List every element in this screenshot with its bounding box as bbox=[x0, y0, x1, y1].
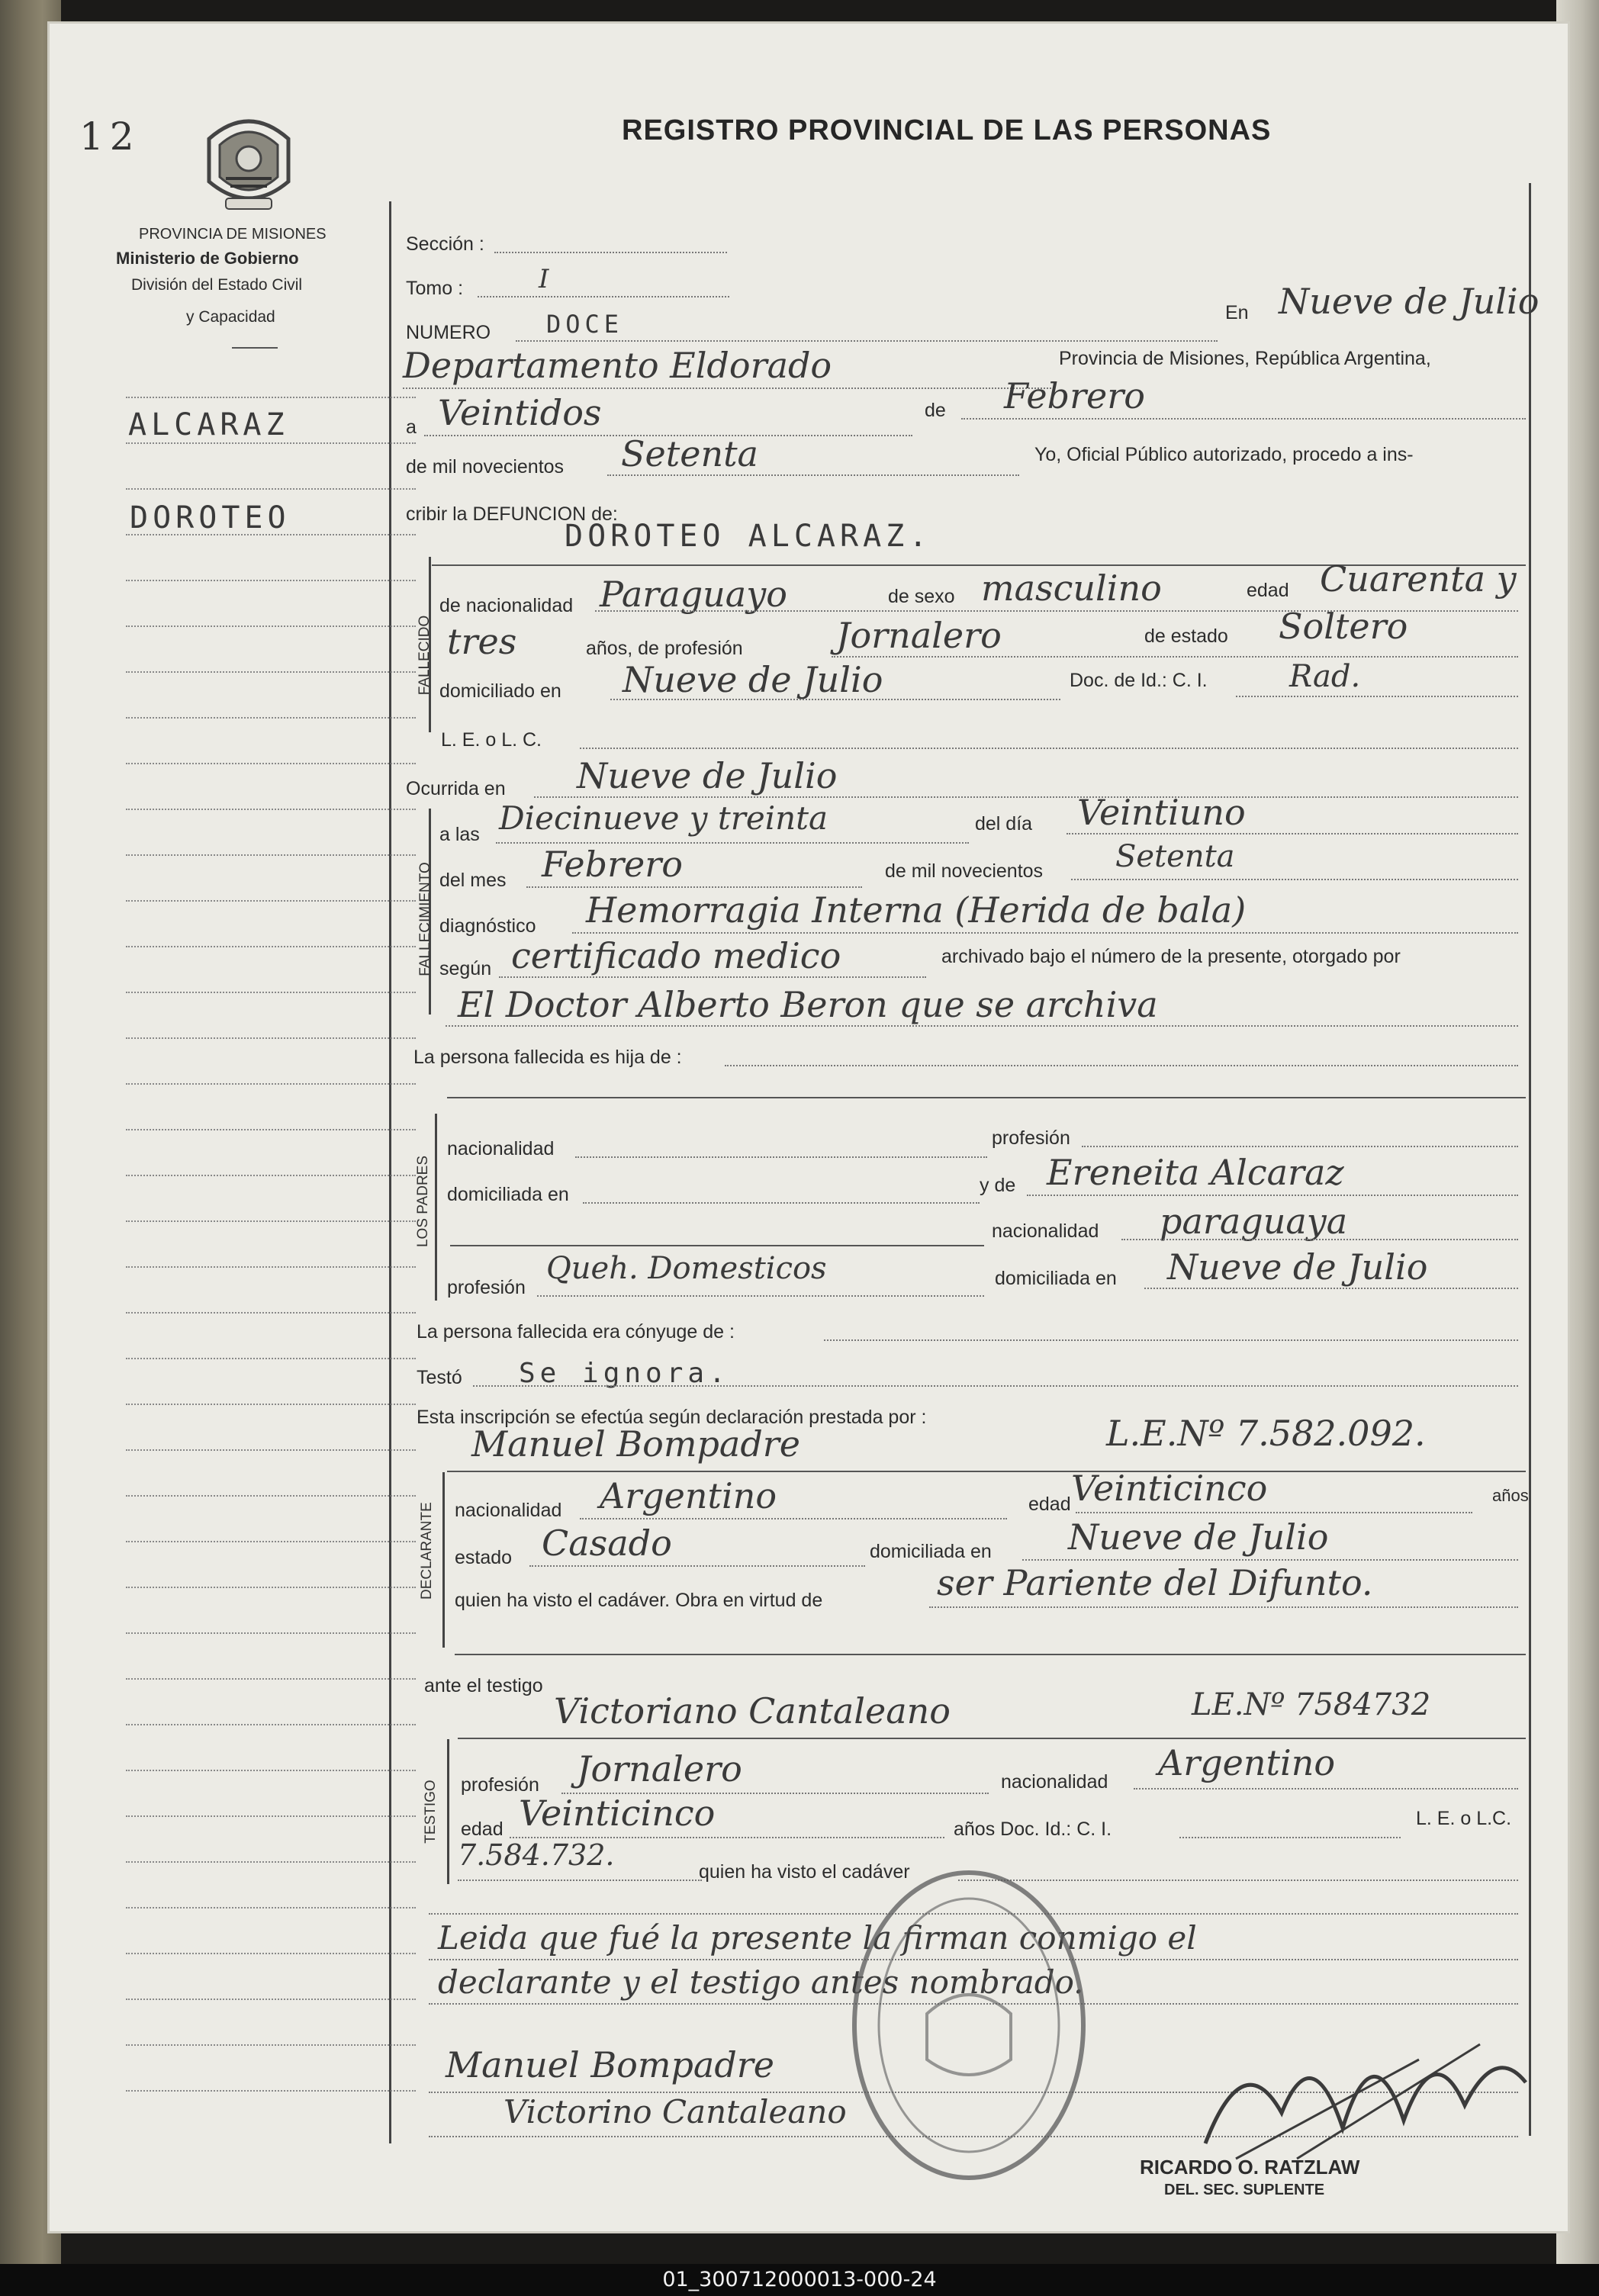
madre-domiciliada-label: domiciliada en bbox=[995, 1268, 1117, 1289]
dia-label: del día bbox=[975, 813, 1033, 834]
segun-label: según bbox=[439, 958, 492, 979]
margin-line bbox=[126, 1724, 416, 1725]
sexo-value: masculino bbox=[981, 568, 1162, 609]
margin-line bbox=[126, 1541, 416, 1542]
margin-line bbox=[126, 397, 416, 398]
margin-line bbox=[126, 1632, 416, 1634]
deceased-name: DOROTEO ALCARAZ. bbox=[565, 519, 932, 554]
declarante-bracket bbox=[442, 1472, 445, 1648]
inscribir-label: cribir la DEFUNCION de: bbox=[406, 503, 618, 525]
margin-line bbox=[126, 809, 416, 810]
numero-label: NUMERO bbox=[406, 322, 491, 343]
oficial-label: Yo, Oficial Público autorizado, procedo a ins- bbox=[1034, 444, 1414, 465]
doc-label: Doc. de Id.: C. I. bbox=[1070, 670, 1208, 691]
testigo-side-label: TESTIGO bbox=[423, 1780, 439, 1844]
declarante-nacionalidad-value: Argentino bbox=[600, 1475, 777, 1516]
profesion-value: Jornalero bbox=[836, 615, 1002, 656]
numero-line bbox=[516, 340, 1218, 342]
domicilio-value: Nueve de Julio bbox=[623, 659, 883, 700]
margin-line bbox=[126, 946, 416, 947]
testigo-doc-line bbox=[458, 1880, 702, 1881]
oficial-nombre: RICARDO O. RATZLAW bbox=[1140, 2156, 1360, 2179]
margin-line bbox=[126, 1129, 416, 1130]
padres-mid-line bbox=[450, 1245, 984, 1246]
virtud-value: ser Pariente del Difunto. bbox=[937, 1562, 1373, 1603]
page-number: 12 bbox=[79, 114, 140, 159]
madre-profesion-line bbox=[537, 1295, 984, 1297]
tomo-line bbox=[478, 296, 729, 297]
margin-line bbox=[126, 534, 416, 535]
margin-line bbox=[126, 717, 416, 719]
mes-line-2 bbox=[526, 886, 862, 888]
nacionalidad-value: Paraguayo bbox=[600, 574, 787, 615]
declarante-name-line bbox=[447, 1471, 1526, 1472]
edad-label: edad bbox=[1247, 580, 1289, 601]
a-label: a bbox=[406, 416, 417, 438]
testigo-profesion-value: Jornalero bbox=[577, 1748, 742, 1790]
padre-domiciliada-line bbox=[583, 1202, 980, 1204]
otorgado-value: El Doctor Alberto Beron que se archiva bbox=[458, 984, 1158, 1025]
margin-line bbox=[126, 763, 416, 764]
seccion-label: Sección : bbox=[406, 233, 484, 255]
madre-profesion-label: profesión bbox=[447, 1277, 526, 1298]
declarante-le: L.E.Nº 7.582.092. bbox=[1106, 1413, 1426, 1454]
fallecimiento-side-label: FALLECIMIENTO bbox=[417, 862, 433, 976]
tomo-label: Tomo : bbox=[406, 278, 464, 299]
declarante-domiciliada-line bbox=[1022, 1559, 1518, 1561]
mes-line bbox=[961, 418, 1526, 420]
cierre-line-1: Leida que fué la presente la firman conmigo el bbox=[438, 1919, 1197, 1957]
testigo-anios-label: años Doc. Id.: C. I. bbox=[954, 1818, 1112, 1840]
provincial-seal-icon bbox=[200, 108, 298, 217]
margin-line bbox=[126, 1861, 416, 1863]
anios-label: años, de profesión bbox=[586, 638, 743, 659]
declarante-edad-value: Veinticinco bbox=[1071, 1468, 1268, 1509]
ocurrida-value: Nueve de Julio bbox=[577, 755, 838, 796]
institution-rule bbox=[232, 347, 278, 349]
testigo-le-label: L. E. o L.C. bbox=[1416, 1808, 1512, 1829]
madre-nacionalidad-label: nacionalidad bbox=[992, 1220, 1099, 1242]
margin-line bbox=[126, 1953, 416, 1954]
testigo-edad-value: Veinticinco bbox=[519, 1793, 716, 1834]
margin-line bbox=[126, 2090, 416, 2092]
madre-profesion-value: Queh. Domesticos bbox=[546, 1251, 827, 1286]
margin-line bbox=[126, 1037, 416, 1039]
footer-label: 01_300712000013-000-24 bbox=[662, 2268, 937, 2291]
testo-value: Se ignora. bbox=[519, 1358, 730, 1389]
dia-value: Veintidos bbox=[438, 392, 602, 433]
official-stamp-icon bbox=[843, 1861, 1095, 2189]
margin-line bbox=[126, 1587, 416, 1588]
segun-line bbox=[499, 976, 926, 978]
margin-line bbox=[126, 854, 416, 856]
otorgado-line bbox=[446, 1025, 1518, 1027]
madre-domiciliada-value: Nueve de Julio bbox=[1167, 1246, 1428, 1288]
institution-line-4: y Capacidad bbox=[186, 308, 275, 326]
conyuge-label: La persona fallecida era cónyuge de : bbox=[417, 1321, 735, 1343]
oficial-cargo: DEL. SEC. SUPLENTE bbox=[1164, 2182, 1325, 2198]
ante-label: ante el testigo bbox=[424, 1675, 543, 1696]
institution-line-1: PROVINCIA DE MISIONES bbox=[139, 226, 327, 243]
domicilio-line bbox=[610, 699, 1060, 700]
margin-line bbox=[126, 1175, 416, 1176]
visto-label: quien ha visto el cadáver. Obra en virtud de bbox=[455, 1590, 823, 1611]
margin-divider bbox=[389, 201, 391, 2143]
declarante-domiciliada-value: Nueve de Julio bbox=[1068, 1516, 1329, 1558]
madre-domiciliada-line bbox=[1144, 1288, 1518, 1289]
mes-value: Febrero bbox=[1004, 375, 1145, 416]
padre-domiciliada-label: domiciliada en bbox=[447, 1184, 569, 1205]
le-label: L. E. o L. C. bbox=[441, 729, 542, 751]
dia-line-2 bbox=[1067, 833, 1518, 834]
declarante-estado-value: Casado bbox=[542, 1523, 672, 1564]
conyuge-line bbox=[824, 1339, 1518, 1341]
testigo-nacionalidad-label: nacionalidad bbox=[1001, 1771, 1108, 1793]
numero-value: DOCE bbox=[546, 310, 624, 339]
fallecido-side-label: FALLECIDO bbox=[417, 615, 433, 696]
margin-line bbox=[126, 1312, 416, 1314]
padres-side-label: LOS PADRES bbox=[415, 1155, 431, 1248]
declarante-nacionalidad-line bbox=[580, 1518, 1007, 1519]
sexo-label: de sexo bbox=[888, 586, 955, 607]
margin-line bbox=[126, 671, 416, 673]
mil-label: de mil novecientos bbox=[406, 456, 565, 478]
diag-line bbox=[572, 932, 1518, 934]
margin-line bbox=[126, 442, 416, 444]
estado-value: Soltero bbox=[1279, 606, 1408, 647]
testigo-profesion-label: profesión bbox=[461, 1774, 539, 1796]
madre-value: Ereneita Alcaraz bbox=[1047, 1152, 1344, 1193]
margin-line bbox=[126, 488, 416, 490]
testigo-name: Victoriano Cantaleano bbox=[554, 1690, 951, 1732]
declarante-name: Manuel Bompadre bbox=[471, 1423, 800, 1465]
document-title: REGISTRO PROVINCIAL DE LAS PERSONAS bbox=[622, 114, 1272, 146]
cierre-line-2: declarante y el testigo antes nombrado. bbox=[438, 1963, 1084, 2001]
testo-line bbox=[473, 1385, 1518, 1387]
hora-value: Diecinueve y treinta bbox=[499, 799, 828, 837]
margin-given-name: DOROTEO bbox=[130, 500, 291, 535]
archivado-label: archivado bajo el número de la presente, otorgado por bbox=[941, 946, 1401, 967]
margin-line bbox=[126, 580, 416, 581]
declarante-domiciliada-label: domiciliada en bbox=[870, 1541, 992, 1562]
declarante-estado-line bbox=[529, 1565, 865, 1567]
domicilio-label: domiciliado en bbox=[439, 680, 561, 702]
testigo-edad-label: edad bbox=[461, 1818, 504, 1840]
testigo-ci-line bbox=[1179, 1837, 1401, 1838]
madre-line bbox=[1027, 1195, 1518, 1196]
testigo-name-line bbox=[458, 1738, 1526, 1739]
testigo-doc-value: 7.584.732. bbox=[458, 1838, 615, 1872]
testigo-le: LE.Nº 7584732 bbox=[1192, 1687, 1431, 1722]
margin-line bbox=[126, 1907, 416, 1909]
provincia-label: Provincia de Misiones, República Argentina, bbox=[1059, 348, 1431, 369]
hora-label: a las bbox=[439, 824, 480, 845]
firma-testigo: Victorino Cantaleano bbox=[504, 2093, 847, 2130]
padre-name-line bbox=[447, 1097, 1526, 1098]
estado-label: de estado bbox=[1144, 625, 1228, 647]
margin-line bbox=[126, 1404, 416, 1405]
declarante-anios-label: años bbox=[1492, 1486, 1529, 1505]
en-value: Nueve de Julio bbox=[1279, 281, 1539, 322]
edad-value-1: Cuarenta y bbox=[1320, 558, 1517, 600]
ocurrida-label: Ocurrida en bbox=[406, 778, 506, 799]
institution-line-3: División del Estado Civil bbox=[131, 276, 303, 294]
diag-value: Hemorragia Interna (Herida de bala) bbox=[586, 889, 1247, 931]
testigo-bracket bbox=[447, 1739, 449, 1884]
padre-nacionalidad-label: nacionalidad bbox=[447, 1138, 555, 1159]
margin-line bbox=[126, 992, 416, 993]
fallecimiento-mes-value: Febrero bbox=[542, 844, 683, 885]
doc-value: Rad. bbox=[1289, 659, 1361, 694]
virtud-line bbox=[929, 1606, 1518, 1608]
declarante-end-line bbox=[455, 1654, 1526, 1655]
anio-line-2 bbox=[1071, 879, 1518, 880]
testo-label: Testó bbox=[417, 1367, 462, 1388]
margin-line bbox=[126, 1358, 416, 1359]
declarante-side-label: DECLARANTE bbox=[419, 1502, 435, 1600]
margin-line bbox=[126, 1266, 416, 1268]
margin-line bbox=[126, 1449, 416, 1451]
margin-line bbox=[126, 1678, 416, 1680]
margin-line bbox=[126, 1220, 416, 1222]
margin-line bbox=[126, 625, 416, 627]
yde-label: y de bbox=[980, 1175, 1016, 1196]
en-label: En bbox=[1225, 302, 1249, 323]
tomo-value: I bbox=[539, 264, 549, 294]
institution-line-2: Ministerio de Gobierno bbox=[116, 249, 299, 268]
hija-line bbox=[725, 1065, 1518, 1066]
departamento-line bbox=[403, 387, 1051, 389]
madre-nacionalidad-value: paraguaya bbox=[1160, 1201, 1348, 1242]
de-label: de bbox=[925, 400, 946, 421]
margin-line bbox=[126, 2044, 416, 2046]
mes-label: del mes bbox=[439, 870, 507, 891]
fallecimiento-mil-label: de mil novecientos bbox=[885, 860, 1044, 882]
seccion-line bbox=[494, 252, 727, 253]
margin-line bbox=[126, 1495, 416, 1497]
testigo-nacionalidad-value: Argentino bbox=[1158, 1742, 1336, 1783]
right-frame-line bbox=[1529, 183, 1531, 2136]
padre-profesion-line bbox=[1082, 1146, 1518, 1147]
margin-line bbox=[126, 1815, 416, 1817]
edad-value-2: tres bbox=[447, 621, 517, 662]
official-signature-icon bbox=[1190, 2014, 1541, 2166]
margin-line bbox=[126, 900, 416, 902]
declaracion-label: Esta inscripción se efectúa según declaración prestada por : bbox=[417, 1407, 927, 1428]
margin-line bbox=[126, 1999, 416, 2000]
fallecimiento-anio-value: Setenta bbox=[1115, 839, 1235, 874]
declarante-estado-label: estado bbox=[455, 1547, 513, 1568]
segun-value: certificado medico bbox=[511, 935, 841, 976]
testigo-visto-label: quien ha visto el cadáver bbox=[699, 1861, 910, 1883]
anio-value: Setenta bbox=[621, 433, 758, 474]
fallecimiento-dia-value: Veintiuno bbox=[1077, 792, 1246, 833]
declarante-edad-label: edad bbox=[1028, 1494, 1071, 1515]
ocurrida-line bbox=[534, 796, 1518, 798]
le-line bbox=[580, 748, 1518, 749]
firma-declarante: Manuel Bompadre bbox=[446, 2044, 774, 2085]
padre-profesion-label: profesión bbox=[992, 1127, 1070, 1149]
madre-nacionalidad-line bbox=[1121, 1239, 1518, 1240]
doc-line bbox=[1236, 696, 1518, 697]
margin-line bbox=[126, 1770, 416, 1771]
diag-label: diagnóstico bbox=[439, 915, 536, 937]
margin-surname: ALCARAZ bbox=[128, 407, 289, 442]
declarante-nacionalidad-label: nacionalidad bbox=[455, 1500, 562, 1521]
padre-nacionalidad-line bbox=[575, 1156, 987, 1158]
fallecido-line-2 bbox=[832, 656, 1518, 658]
anio-line bbox=[607, 474, 1019, 476]
margin-line bbox=[126, 1083, 416, 1085]
departamento-value: Departamento Eldorado bbox=[403, 345, 832, 386]
testigo-nacionalidad-line bbox=[1134, 1788, 1518, 1790]
hija-label: La persona fallecida es hija de : bbox=[413, 1047, 682, 1068]
padres-bracket bbox=[435, 1114, 437, 1301]
nacionalidad-label: de nacionalidad bbox=[439, 595, 574, 616]
declarante-edad-line bbox=[1076, 1512, 1472, 1513]
